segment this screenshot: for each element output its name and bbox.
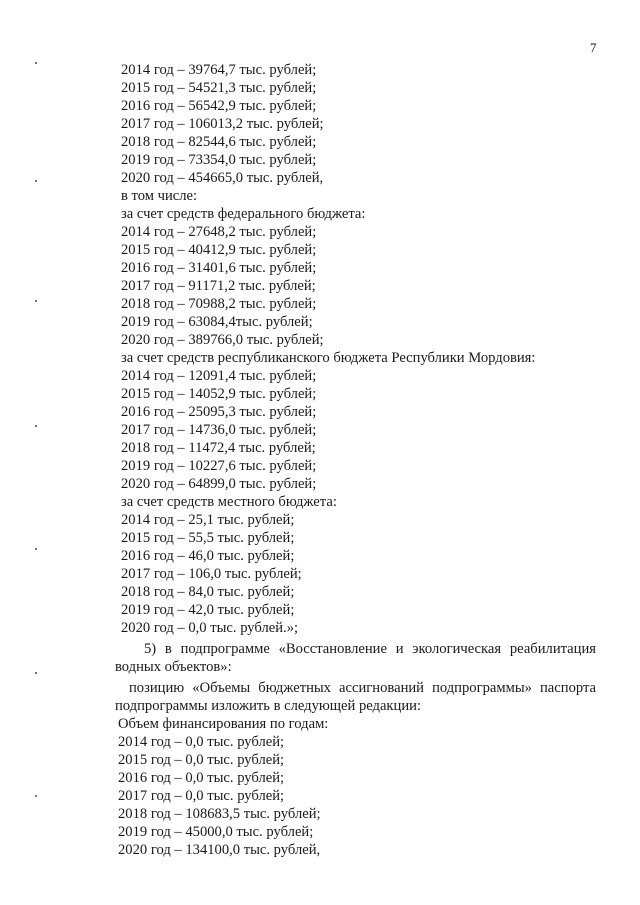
text-line: за счет средств местного бюджета: (121, 494, 337, 510)
text-line: в том числе: (121, 188, 198, 204)
text-line: 2014 год – 39764,7 тыс. рублей; (121, 62, 317, 78)
text-line: 2020 год – 0,0 тыс. рублей.»; (121, 620, 299, 636)
text-line: 2017 год – 106013,2 тыс. рублей; (121, 116, 324, 132)
scan-speck (35, 425, 37, 427)
text-line: 2019 год – 10227,6 тыс. рублей; (121, 458, 317, 474)
scan-speck (35, 795, 37, 797)
text-line: 2014 год – 12091,4 тыс. рублей; (121, 368, 317, 384)
text-line: 2018 год – 11472,4 тыс. рублей; (121, 440, 316, 456)
text-line: за счет средств федерального бюджета: (121, 206, 366, 222)
page-number: 7 (590, 40, 597, 55)
text-line: 2016 год – 31401,6 тыс. рублей; (121, 260, 317, 276)
text-line: 2014 год – 0,0 тыс. рублей; (118, 734, 285, 750)
text-line: 2016 год – 0,0 тыс. рублей; (118, 770, 285, 786)
scan-speck (35, 300, 37, 302)
text-line: 2017 год – 91171,2 тыс. рублей; (121, 278, 316, 294)
text-line: 2020 год – 64899,0 тыс. рублей; (121, 476, 317, 492)
scan-speck (35, 548, 37, 550)
text-line: 2014 год – 25,1 тыс. рублей; (121, 512, 295, 528)
text-line: 2020 год – 389766,0 тыс. рублей; (121, 332, 324, 348)
text-line: 2019 год – 63084,4тыс. рублей; (121, 314, 313, 330)
text-line: 2015 год – 14052,9 тыс. рублей; (121, 386, 317, 402)
text-line: 2017 год – 106,0 тыс. рублей; (121, 566, 302, 582)
text-line: 2017 год – 0,0 тыс. рублей; (118, 788, 285, 804)
text-line: 2014 год – 27648,2 тыс. рублей; (121, 224, 317, 240)
text-line: за счет средств республиканского бюджета Республики Мордовия: (121, 350, 536, 366)
text-line: 2020 год – 454665,0 тыс. рублей, (121, 170, 324, 186)
text-line: 5) в подпрограмме «Восстановление и экологическая реабилитация (144, 641, 596, 657)
text-line: 2019 год – 42,0 тыс. рублей; (121, 602, 295, 618)
text-line: 2019 год – 45000,0 тыс. рублей; (118, 824, 314, 840)
text-line: 2015 год – 55,5 тыс. рублей; (121, 530, 295, 546)
text-line: 2019 год – 73354,0 тыс. рублей; (121, 152, 317, 168)
text-line: 2016 год – 25095,3 тыс. рублей; (121, 404, 317, 420)
text-line: 2015 год – 0,0 тыс. рублей; (118, 752, 285, 768)
scan-speck (35, 672, 37, 674)
text-line: подпрограммы изложить в следующей редакции: (115, 698, 422, 714)
text-line: 2020 год – 134100,0 тыс. рублей, (118, 842, 321, 858)
text-line: 2015 год – 40412,9 тыс. рублей; (121, 242, 317, 258)
text-line: 2016 год – 56542,9 тыс. рублей; (121, 98, 317, 114)
text-line: 2016 год – 46,0 тыс. рублей; (121, 548, 295, 564)
text-line: 2017 год – 14736,0 тыс. рублей; (121, 422, 317, 438)
scan-speck (35, 180, 37, 182)
text-line: 2018 год – 70988,2 тыс. рублей; (121, 296, 317, 312)
text-line: позицию «Объемы бюджетных ассигнований подпрограммы» паспорта (129, 680, 596, 696)
text-line: 2015 год – 54521,3 тыс. рублей; (121, 80, 317, 96)
scan-speck (35, 62, 37, 64)
text-line: 2018 год – 82544,6 тыс. рублей; (121, 134, 317, 150)
text-line: 2018 год – 108683,5 тыс. рублей; (118, 806, 321, 822)
text-line: Объем финансирования по годам: (118, 716, 329, 732)
text-line: 2018 год – 84,0 тыс. рублей; (121, 584, 295, 600)
text-line: водных объектов»: (115, 659, 232, 675)
